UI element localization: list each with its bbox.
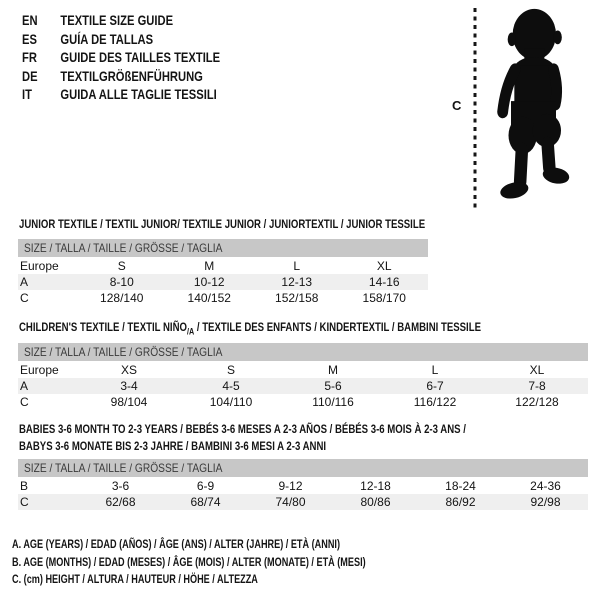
footnote-a: A. AGE (YEARS) / EDAD (AÑOS) / ÂGE (ANS) / ALTER (JAHRE) / ETÀ (ANNI) xyxy=(12,537,340,551)
language-label: GUIDA ALLE TAGLIE TESSILI xyxy=(60,86,217,102)
language-label: GUÍA DE TALLAS xyxy=(60,30,154,47)
cell: 86/92 xyxy=(445,495,476,509)
cell: 152/158 xyxy=(275,291,319,305)
cell: M xyxy=(328,363,338,377)
cell: L xyxy=(431,363,439,377)
row-label: C xyxy=(20,291,29,305)
cell: 4-5 xyxy=(222,379,240,393)
language-label: TEXTILGRÖßENFÜHRUNG xyxy=(60,67,203,84)
size-bar-junior: SIZE / TALLA / TAILLE / GRÖSSE / TAGLIA xyxy=(18,239,428,257)
title-subscript: /A xyxy=(186,326,195,337)
language-code: ES xyxy=(22,30,37,47)
cell: 122/128 xyxy=(515,395,559,409)
cell: 7-8 xyxy=(528,379,546,393)
cell: S xyxy=(117,259,126,273)
cell: XS xyxy=(120,363,137,377)
table-row-height xyxy=(18,494,588,510)
cell: 110/116 xyxy=(312,395,354,409)
language-label: TEXTILE SIZE GUIDE xyxy=(60,12,174,28)
row-label: A xyxy=(20,275,29,289)
footnote-c: C. (cm) HEIGHT / ALTURA / HAUTEUR / HÖHE / ALTEZZA xyxy=(12,572,258,586)
cell: S xyxy=(226,363,235,377)
cell: 158/170 xyxy=(362,291,406,305)
section-title-junior: JUNIOR TEXTILE / TEXTIL JUNIOR/ TEXTILE JUNIOR / JUNIORTEXTIL / JUNIOR TESSILE xyxy=(19,217,426,231)
cell: XL xyxy=(529,363,545,377)
language-row xyxy=(22,48,220,67)
table-junior xyxy=(18,258,428,306)
language-code: IT xyxy=(22,86,32,102)
measure-label-c: C xyxy=(452,98,462,113)
cell: 68/74 xyxy=(190,495,221,509)
table-row-height xyxy=(18,290,428,306)
cell: 80/86 xyxy=(360,495,391,509)
language-row xyxy=(22,67,220,86)
cell: XL xyxy=(376,259,392,273)
cell: 116/122 xyxy=(413,395,457,409)
cell: 18-24 xyxy=(445,479,476,493)
cell: 140/152 xyxy=(187,291,231,305)
language-row xyxy=(22,30,220,49)
footnote-b: B. AGE (MONTHS) / EDAD (MESES) / ÂGE (MOIS) / ALTER (MONATE) / ETÀ (MESI) xyxy=(12,554,366,569)
cell: 98/104 xyxy=(110,395,148,409)
cell: 5-6 xyxy=(324,379,342,393)
baby-silhouette-icon xyxy=(481,5,581,206)
row-label: Europe xyxy=(20,259,59,273)
table-row-months xyxy=(18,478,588,494)
table-children xyxy=(18,362,588,410)
cell: 9-12 xyxy=(278,479,303,493)
cell: 6-7 xyxy=(426,379,444,393)
cell: 8-10 xyxy=(109,275,134,289)
row-label: A xyxy=(20,379,29,393)
cell: 3-6 xyxy=(111,479,130,493)
size-bar-babies: SIZE / TALLA / TAILLE / GRÖSSE / TAGLIA xyxy=(18,459,588,477)
row-label: C xyxy=(20,495,29,509)
language-label: GUIDE DES TAILLES TEXTILE xyxy=(60,49,221,65)
table-row-height xyxy=(18,394,588,410)
table-babies xyxy=(18,478,588,510)
cell: M xyxy=(204,259,215,273)
cell: 104/110 xyxy=(209,395,253,409)
title-text: / TEXTILE DES ENFANTS / KINDERTEXTIL / BAMBINI TESSILE xyxy=(194,320,481,334)
language-code: DE xyxy=(22,67,38,84)
cell: 92/98 xyxy=(530,495,561,509)
cell: 10-12 xyxy=(193,275,225,289)
cell: 74/80 xyxy=(275,495,306,509)
section-title-children xyxy=(19,319,596,340)
row-label: C xyxy=(20,395,29,409)
row-label: Europe xyxy=(20,363,59,377)
height-measure-line-icon xyxy=(472,6,478,211)
legend-notes xyxy=(12,536,477,589)
cell: 62/68 xyxy=(105,495,136,509)
cell: 12-18 xyxy=(360,479,391,493)
language-code: FR xyxy=(22,49,37,65)
size-bar-children: SIZE / TALLA / TAILLE / GRÖSSE / TAGLIA xyxy=(18,343,588,361)
cell: 14-16 xyxy=(368,275,400,289)
cell: 128/140 xyxy=(100,291,144,305)
language-row xyxy=(22,85,220,104)
section-title-babies: BABIES 3-6 MONTH TO 2-3 YEARS / BEBÉS 3-6 MESES A 2-3 AÑOS / BÉBÉS 3-6 MOIS À 2-3 ANS / BABYS 3-6 MONATE BIS 2-3 JAHRE / BAMBINI 3-6 MESI A 2-3 ANNI xyxy=(19,422,466,453)
row-label: B xyxy=(20,479,29,493)
table-row-age xyxy=(18,274,428,290)
cell: 24-36 xyxy=(530,479,561,493)
cell: 3-4 xyxy=(120,379,138,393)
language-row xyxy=(22,11,220,30)
table-row-age xyxy=(18,378,588,394)
page-header xyxy=(22,11,270,104)
title-text: CHILDREN'S TEXTILE / TEXTIL NIÑO xyxy=(19,320,187,334)
cell: 12-13 xyxy=(281,275,313,289)
cell: 6-9 xyxy=(196,479,215,493)
cell: L xyxy=(293,259,301,273)
table-row-europe xyxy=(18,258,428,274)
language-code: EN xyxy=(22,12,38,28)
table-row-europe xyxy=(18,362,588,378)
